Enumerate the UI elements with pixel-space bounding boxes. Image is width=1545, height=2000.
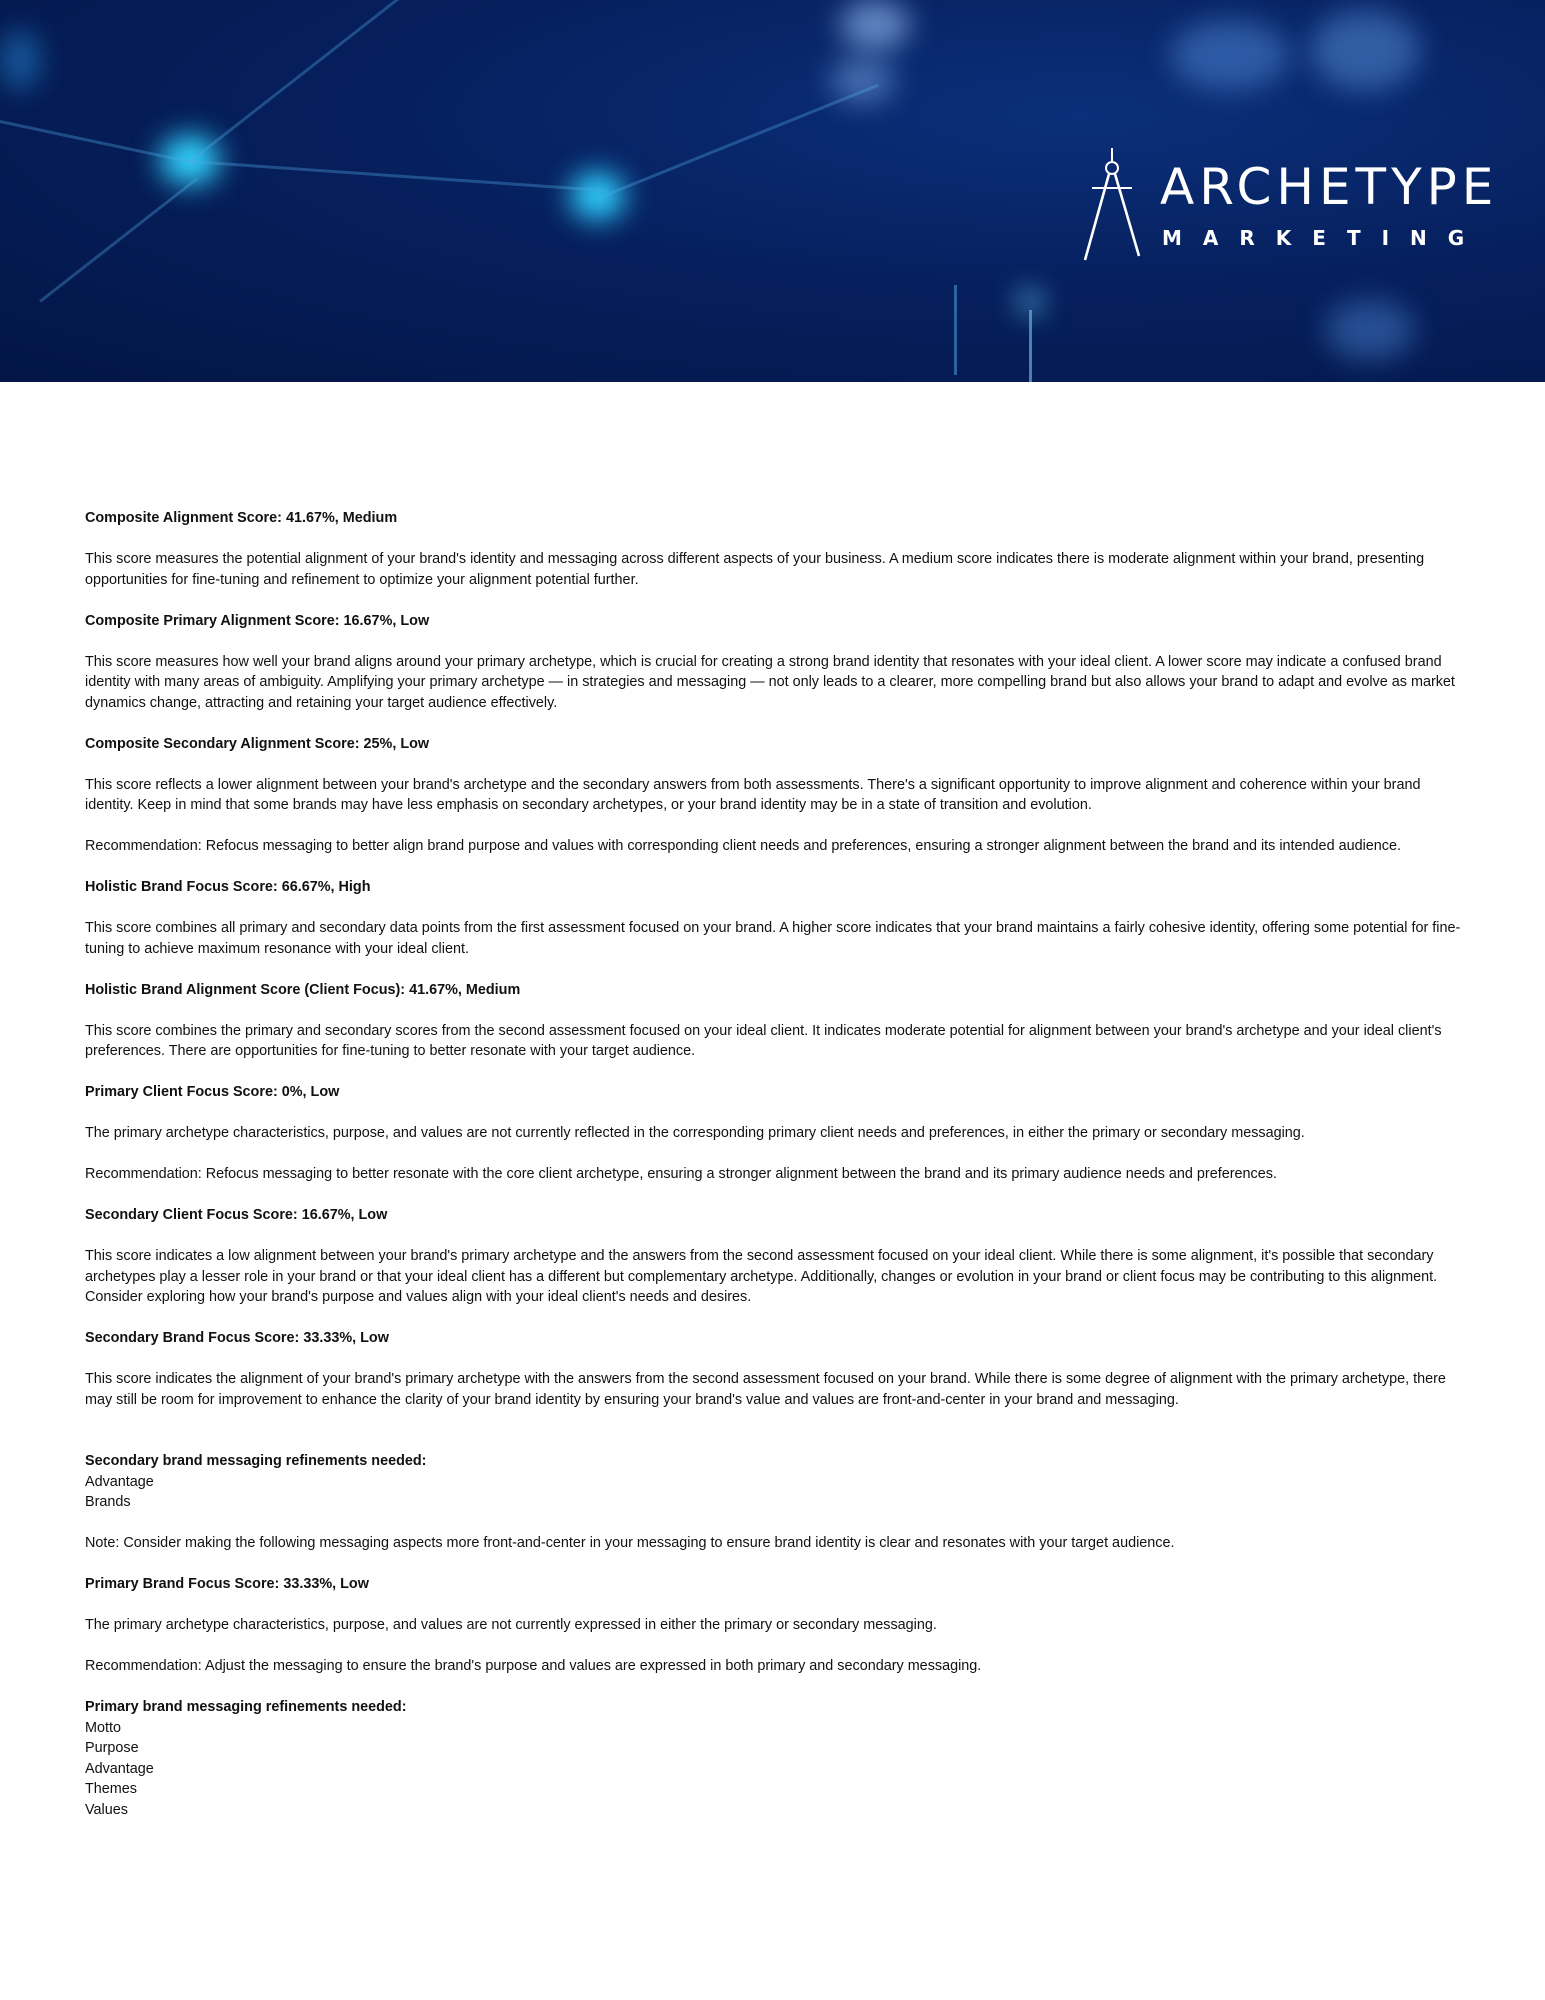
banner-glow	[1325, 300, 1415, 360]
primary-refinements-label: Primary brand messaging refinements needed:	[85, 1699, 407, 1715]
section-title: Composite Alignment Score: 41.67%, Medium	[85, 510, 398, 526]
list-item: Themes	[85, 1781, 137, 1797]
section-body: This score indicates the alignment of your brand's primary archetype with the answers from the second assessment focused on your brand. While there is some degree of alignment with the primary archetype, there may still be room for improvement to enhance the clarity of your brand identity by ensuring your brand's value and values are front-and-center in your brand and messaging.	[85, 1371, 1446, 1408]
brand-title: ARCHETYPE	[1160, 158, 1499, 216]
refinement-note: Note: Consider making the following messaging aspects more front-and-center in your messaging to ensure brand identity is clear and resonates with your target audience.	[85, 1535, 1175, 1551]
section-body: This score indicates a low alignment between your brand's primary archetype and the answers from the second assessment focused on your ideal client. While there is some alignment, it's possible that secondary archetypes play a lesser role in your brand or that your ideal client has a different but complementary archetype. Additionally, changes or evolution in your brand or client focus may be contributing to this alignment. Consider exploring how your brand's purpose and values align with your ideal client's needs and desires.	[85, 1248, 1438, 1305]
section-body: This score combines the primary and secondary scores from the second assessment focused on your ideal client. It indicates moderate potential for alignment between your brand's archetype and your ideal client's preferences. There are opportunities for fine-tuning to better resonate with your target audience.	[85, 1022, 1442, 1059]
section-body: This score reflects a lower alignment between your brand's archetype and the secondary answers from both assessments. There's a significant opportunity to improve alignment and coherence within your brand identity. Keep in mind that some brands may have less emphasis on secondary archetypes, or your brand identity may be in a state of transition and evolution.	[85, 776, 1421, 813]
banner-glow	[840, 0, 910, 50]
network-line	[190, 160, 609, 192]
section-body: This score measures the potential alignment of your brand's identity and messaging across different aspects of your business. A medium score indicates there is moderate alignment within your brand, presenting opportunities for fine-tuning and refinement to optimize your alignment potential further.	[85, 551, 1425, 588]
primary-refinements-list	[85, 1697, 1465, 1820]
section-title: Composite Primary Alignment Score: 16.67%, Low	[85, 612, 430, 629]
secondary-refinements-list	[85, 1451, 1465, 1513]
list-item: Advantage	[85, 1760, 154, 1777]
list-item: Advantage	[85, 1473, 154, 1490]
list-item: Motto	[85, 1719, 121, 1736]
section-title: Composite Secondary Alignment Score: 25%, Low	[85, 735, 430, 752]
list-item: Brands	[85, 1494, 131, 1510]
banner-glow	[1170, 20, 1290, 90]
network-line	[39, 177, 198, 302]
banner-glow	[1020, 292, 1040, 312]
report-content	[85, 508, 1465, 1841]
section-body: The primary archetype characteristics, purpose, and values are not currently expressed in either the primary or secondary messaging.	[85, 1617, 937, 1633]
banner-glow	[570, 172, 625, 220]
section-title: Holistic Brand Alignment Score (Client Focus): 41.67%, Medium	[85, 981, 521, 998]
section-title: Secondary Brand Focus Score: 33.33%, Low	[85, 1330, 389, 1346]
list-item: Values	[85, 1801, 128, 1818]
compass-icon	[1082, 148, 1142, 263]
list-item: Purpose	[85, 1740, 139, 1756]
network-line	[0, 120, 196, 165]
network-line	[1029, 310, 1032, 382]
brand-logo	[1082, 148, 1499, 263]
banner-glow	[830, 58, 895, 103]
banner-glow	[1310, 10, 1420, 90]
spacer	[85, 1431, 1465, 1452]
section-title: Primary Brand Focus Score: 33.33%, Low	[85, 1576, 369, 1592]
network-line	[599, 84, 878, 199]
section-body: The primary archetype characteristics, purpose, and values are not currently reflected in the corresponding primary client needs and preferences, in either the primary or secondary messaging.	[85, 1125, 1305, 1141]
network-line	[189, 0, 451, 163]
secondary-refinements-label: Secondary brand messaging refinements needed:	[85, 1453, 427, 1469]
brand-subtitle: MARKETING	[1162, 226, 1486, 250]
section-recommendation: Recommendation: Adjust the messaging to ensure the brand's purpose and values are expressed in both primary and secondary messaging.	[85, 1658, 982, 1674]
section-title: Secondary Client Focus Score: 16.67%, Low	[85, 1207, 388, 1223]
section-recommendation: Recommendation: Refocus messaging to better align brand purpose and values with corresponding client needs and preferences, ensuring a stronger alignment between the brand and its intended audience.	[85, 838, 1401, 854]
header-banner	[0, 0, 1545, 382]
section-title: Holistic Brand Focus Score: 66.67%, High	[85, 879, 371, 895]
section-recommendation: Recommendation: Refocus messaging to better resonate with the core client archetype, ensuring a stronger alignment between the brand and its primary audience needs and preferences.	[85, 1166, 1277, 1182]
banner-glow	[0, 30, 40, 90]
section-body: This score measures how well your brand aligns around your primary archetype, which is crucial for creating a strong brand identity that resonates with your ideal client. A lower score may indicate a confused brand identity with many areas of ambiguity. Amplifying your primary archetype — in strategies and messaging — not only leads to a clearer, more compelling brand but also allows your brand to adapt and evolve as market dynamics change, attracting and retaining your target audience effectively.	[85, 653, 1455, 711]
section-title: Primary Client Focus Score: 0%, Low	[85, 1084, 340, 1100]
network-line	[954, 285, 957, 375]
section-body: This score combines all primary and secondary data points from the first assessment focused on your brand. A higher score indicates that your brand maintains a fairly cohesive identity, offering some potential for fine-tuning to achieve maximum resonance with your ideal client.	[85, 920, 1461, 957]
